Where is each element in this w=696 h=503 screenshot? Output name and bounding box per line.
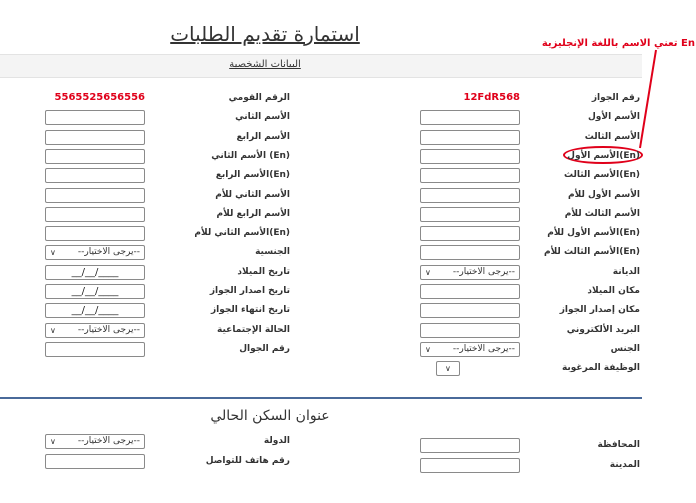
field-label: الأسم الثاني للأم	[215, 189, 290, 200]
field-label: الجنس	[610, 343, 640, 354]
chevron-down-icon: ∨	[50, 437, 56, 446]
field-label: تاريخ انتهاء الجواز	[211, 305, 290, 316]
field-label: الأسم الثالث للأم	[564, 208, 640, 219]
select-value: --يرجى الاختيار--	[77, 247, 140, 258]
annotation-note: تعني الاسم باللغة الإنجليزية En	[541, 38, 695, 49]
field-value: 5565525656556	[54, 92, 145, 103]
select-dropdown[interactable]	[420, 342, 520, 357]
text-input[interactable]	[420, 110, 520, 125]
chevron-down-icon: ∨	[445, 364, 451, 374]
text-input[interactable]	[45, 454, 145, 469]
text-input[interactable]	[45, 168, 145, 183]
field-label: مكان إصدار الجواز	[559, 305, 640, 316]
field-label: الجنسية	[255, 247, 290, 258]
field-label: تاريخ اصدار الجواز	[209, 286, 290, 296]
field-label: الأسم الأول للأم(En)	[547, 228, 640, 239]
text-input[interactable]	[45, 226, 145, 241]
date-input[interactable]: __/__/____	[45, 303, 145, 318]
text-input[interactable]	[420, 207, 520, 222]
field-label: رقم الجوال	[239, 343, 290, 354]
select-value: --يرجى الاختيار--	[77, 324, 140, 335]
text-input[interactable]	[420, 458, 520, 473]
field-label: الأسم الثالث للأم(En)	[544, 247, 640, 258]
field-label: الأسم الأول(En)	[567, 150, 640, 161]
text-input[interactable]	[45, 342, 145, 357]
text-input[interactable]	[45, 149, 145, 164]
field-label: الأسم الثاني	[235, 112, 290, 123]
field-label: الأسم الثاني (En)	[211, 150, 290, 161]
field-label: الأسم الرابع(En)	[215, 170, 290, 181]
section-address-title: عنوان السكن الحالي	[210, 408, 330, 424]
chevron-down-icon: ∨	[425, 267, 431, 277]
text-input[interactable]	[45, 207, 145, 222]
chevron-down-icon: ∨	[50, 325, 56, 335]
field-label: الأسم الثالث	[584, 131, 640, 142]
field-label: الأسم الرابع	[236, 131, 290, 142]
text-input[interactable]	[420, 226, 520, 241]
field-label: الأسم الرابع للأم	[216, 208, 290, 219]
text-input[interactable]	[45, 110, 145, 125]
section-separator	[0, 397, 642, 399]
text-input[interactable]	[420, 303, 520, 318]
text-input[interactable]	[420, 245, 520, 260]
field-label: الدولة	[263, 436, 290, 446]
field-value: 12FdR568	[463, 92, 520, 103]
select-value: --يرجى الاختيار--	[77, 436, 140, 446]
field-label: تاريخ الميلاد	[237, 266, 290, 277]
field-label: المدينة	[609, 460, 640, 470]
text-input[interactable]	[420, 323, 520, 338]
section-personal-title: البيانات الشخصية	[229, 59, 301, 70]
field-label: المحافظة	[597, 440, 640, 450]
field-label: رقم الجواز	[591, 93, 640, 103]
select-value: --يرجى الاختيار--	[452, 266, 515, 277]
select-dropdown[interactable]	[436, 361, 460, 376]
field-label: الحالة الإجتماعية	[217, 324, 290, 335]
text-input[interactable]	[420, 168, 520, 183]
select-dropdown[interactable]	[45, 434, 145, 449]
text-input[interactable]	[420, 284, 520, 299]
field-label: الأسم الثالث(En)	[563, 170, 640, 181]
select-dropdown[interactable]	[45, 245, 145, 260]
text-input[interactable]	[45, 130, 145, 145]
text-input[interactable]	[420, 438, 520, 453]
chevron-down-icon: ∨	[425, 344, 431, 354]
field-label: الأسم الأول للأم	[568, 189, 640, 200]
chevron-down-icon: ∨	[50, 248, 56, 258]
select-dropdown[interactable]	[45, 323, 145, 338]
date-input[interactable]: __/__/____	[45, 284, 145, 299]
field-label: الوظيفة المرغوبة	[561, 363, 640, 374]
text-input[interactable]	[420, 149, 520, 164]
field-label: رقم هاتف للتواصل	[205, 456, 290, 466]
text-input[interactable]	[420, 130, 520, 145]
text-input[interactable]	[45, 188, 145, 203]
field-label: الديانة	[612, 266, 640, 277]
form-title: استمارة تقديم الطلبات	[170, 22, 360, 46]
date-input[interactable]: __/__/____	[45, 265, 145, 280]
field-label: الأسم الأول	[587, 112, 640, 123]
text-input[interactable]	[420, 188, 520, 203]
field-label: الأسم الثاني للأم(En)	[194, 228, 290, 239]
field-label: مكان الميلاد	[587, 286, 640, 296]
select-dropdown[interactable]	[420, 265, 520, 280]
field-label: الرقم القومي	[228, 93, 290, 103]
field-label: البريد الألكتروني	[566, 324, 640, 335]
select-value: --يرجى الاختيار--	[452, 343, 515, 354]
